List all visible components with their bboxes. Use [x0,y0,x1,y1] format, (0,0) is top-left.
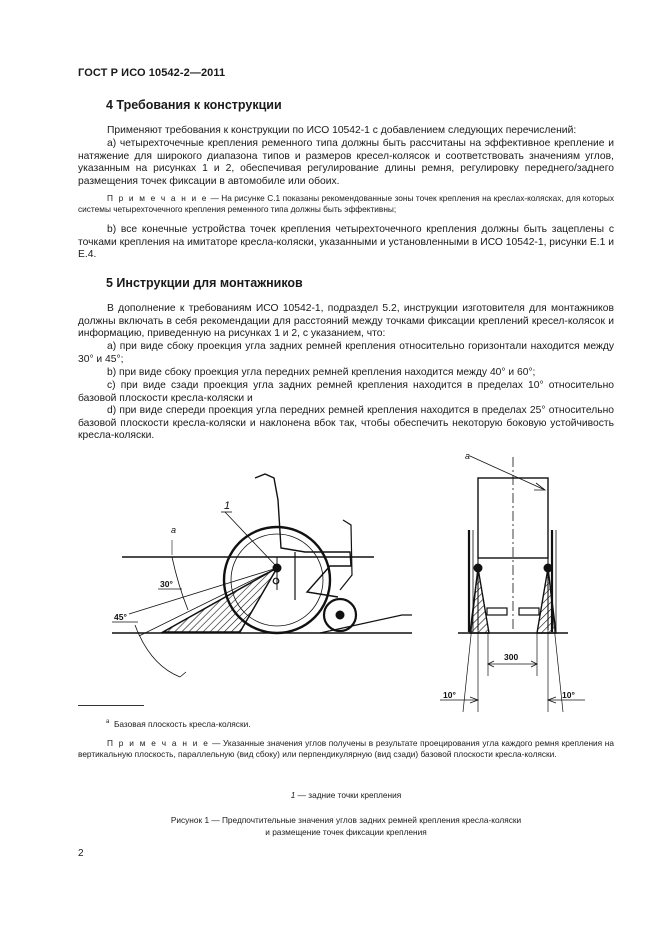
section-4-title: 4 Требования к конструкции [106,98,282,112]
rear-view [440,456,585,712]
section-5-item-b: b) при виде сбоку проекция угла передних ремней крепления находится между 40° и 60°; [107,367,536,378]
legend-text: — задние точки крепления [295,790,402,800]
legend-number: 1 [290,790,296,800]
footnote-text: Базовая плоскость кресла-коляски. [113,718,251,729]
angle-45-label: 45° [114,612,127,622]
caption-line-2: и размещение точек фиксации крепления [265,826,427,837]
figure-note [78,738,614,760]
note-label: П р и м е ч а н и е [107,193,208,203]
label-a-right: а [465,451,471,461]
document-header: ГОСТ Р ИСО 10542-2—2011 [78,67,226,79]
label-1: 1 [224,500,231,512]
angle-10-left-label: 10° [443,690,456,700]
footnote [106,717,251,730]
angle-30-label: 30° [160,579,173,589]
section-5-intro: В дополнение к требованиям ИСО 10542-1, подраздел 5.2, инструкции изготовителя для монтажников должны включать в себя рекомендации для расстояний между точками фиксации креплений кресел-колясок и информацию, приведенную на рисунках 1 и 2, с указанием, что: [78,303,614,340]
footnote-mark: а [106,719,110,725]
caption-line-1: Рисунок 1 — Предпочтительные значения углов задних ремней крепления кресла-коляски [170,815,522,825]
footnote-separator [78,705,144,706]
section-4-intro: Применяют требования к конструкции по ИСО 10542-1 с добавлением следующих перечислений: [107,125,577,136]
page-number: 2 [78,848,84,859]
figure-legend [78,790,614,802]
figure-caption [78,815,614,838]
note-text: — На рисунке С.1 показаны рекомендованные зоны точек крепления на креслах-колясках, для которых системы четырехточечного крепления ременного типа должны быть эффективны; [78,193,614,215]
dim-300-label: 300 [504,652,519,662]
section-5-item-d: d) при виде спереди проекция угла передних ремней крепления находится в пределах 25° относительно базовой плоскости кресла-коляски и наклонена вбок так, чтобы обеспечить некоторую боковую устойчивость кресла-коляски. [78,405,614,442]
section-5-item-c: с) при виде сзади проекция угла задних ремней крепления находится в пределах 10° относительно базовой плоскости кресла-коляски и [78,380,614,404]
label-a-left: а [171,525,177,535]
figure-note-label: П р и м е ч а н и е [107,738,210,748]
section-5-title: 5 Инструкции для монтажников [106,276,303,290]
side-view [112,474,412,677]
section-5-item-a: а) при виде сбоку проекция угла задних ремней крепления относительно горизонтали находится между 30° и 45°; [78,341,614,365]
angle-10-right-label: 10° [562,690,575,700]
right-strap-zone [537,568,556,633]
figure-note-text: — Указанные значения углов получены в результате проецирования угла каждого ремня крепления на вертикальную плоскость, параллельную (вид сбоку) или перпендикулярную (вид сзади) базовой плоскости кресла-коляски. [78,738,615,760]
section-4-item-b: b) все конечные устройства точек крепления четырехточечного крепления должны быть зацеплены с точками крепления на имитаторе кресла-коляски, указанными и установленными в ИСО 10542-1, рисунки Е.1 и Е.4. [78,224,614,261]
section-4-item-a: а) четырехточечные крепления ременного типа должны быть рассчитаны на эффективное крепление и натяжение для широкого диапазона типов и размеров кресел-колясок и соответствовать значениям углов, указанным на рисунках 1 и 2, обеспечивая регулирование длины ремня, регулировку переднего/заднего размещения точек фиксации в автомобиле или обоих. [78,138,614,187]
